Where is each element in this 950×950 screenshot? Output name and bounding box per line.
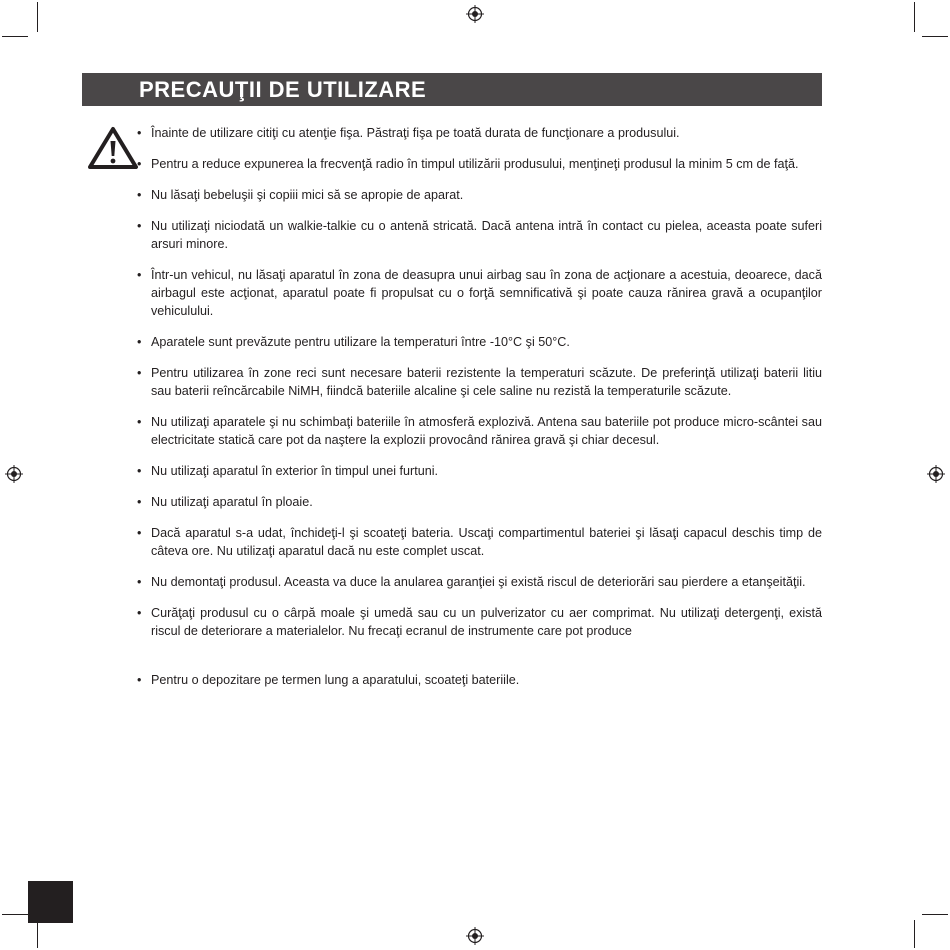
page-corner-block bbox=[28, 881, 73, 923]
crop-mark bbox=[37, 2, 38, 32]
bullet: • bbox=[137, 464, 142, 478]
registration-mark-icon bbox=[5, 465, 23, 483]
list-item bbox=[137, 671, 822, 689]
list-item bbox=[137, 493, 822, 511]
list-item bbox=[137, 573, 822, 591]
bullet: • bbox=[137, 268, 142, 282]
crop-mark bbox=[2, 36, 28, 37]
warning-triangle-icon bbox=[87, 126, 139, 170]
section-header-bar bbox=[82, 73, 822, 106]
bullet: • bbox=[137, 335, 142, 349]
list-item bbox=[137, 413, 822, 449]
list-item-text: Înainte de utilizare citiţi cu atenţie fişa. Păstraţi fişa pe toată durata de funcţionare a produsului. bbox=[151, 126, 680, 140]
list-item-text: Pentru utilizarea în zone reci sunt necesare baterii rezistente la temperaturi scăzute. De preferinţă utilizaţi baterii litiu sau baterii reîncărcabile NiMH, fiindcă bateriile alcaline şi cele saline nu rezistă la temperaturile scăzute. bbox=[151, 366, 822, 398]
list-item bbox=[137, 604, 822, 640]
page-title: PRECAUŢII DE UTILIZARE bbox=[139, 77, 427, 102]
bullet: • bbox=[137, 415, 142, 429]
list-item-text: Curăţaţi produsul cu o cârpă moale şi umedă sau cu un pulverizator cu aer comprimat. Nu utilizaţi detergenţi, există riscul de deteriorare a materialelor. Nu frecaţi ecranul de instrumente care pot produce bbox=[151, 606, 822, 638]
bullet: • bbox=[137, 495, 142, 509]
list-item bbox=[137, 266, 822, 320]
list-item bbox=[137, 524, 822, 560]
list-item-text: Nu utilizaţi aparatele şi nu schimbaţi bateriile în atmosferă explozivă. Antena sau bateriile pot produce micro-scântei sau electricitate statică care pot da naştere la explozii provocând rănirea gravă şi chiar decesul. bbox=[151, 415, 822, 447]
list-item bbox=[137, 186, 822, 204]
list-item bbox=[137, 124, 822, 142]
list-item-text: Dacă aparatul s-a udat, închideţi-l şi scoateţi bateria. Uscaţi compartimentul bateriei şi lăsaţi capacul deschis timp de câteva ore. Nu utilizaţi aparatul dacă nu este complet uscat. bbox=[151, 526, 822, 558]
list-item bbox=[137, 462, 822, 480]
registration-mark-icon bbox=[466, 5, 484, 23]
list-item bbox=[137, 217, 822, 253]
crop-mark bbox=[922, 36, 948, 37]
list-item-text: Pentru a reduce expunerea la frecvenţă radio în timpul utilizării produsului, menţineţi produsul la minim 5 cm de faţă. bbox=[151, 157, 799, 171]
list-item-text: Pentru o depozitare pe termen lung a aparatului, scoateţi bateriile. bbox=[151, 673, 520, 687]
crop-mark bbox=[914, 2, 915, 32]
crop-mark bbox=[914, 920, 915, 948]
list-item-text: Nu lăsaţi bebeluşii şi copiii mici să se apropie de aparat. bbox=[151, 188, 464, 202]
crop-mark bbox=[2, 914, 28, 915]
list-item-text: Nu demontaţi produsul. Aceasta va duce la anularea garanţiei şi există riscul de deteriorări sau pierdere a etanşeităţii. bbox=[151, 575, 806, 589]
list-item-text: Aparatele sunt prevăzute pentru utilizare la temperaturi între -10°C şi 50°C. bbox=[151, 335, 570, 349]
bullet: • bbox=[137, 526, 142, 540]
bullet: • bbox=[137, 606, 142, 620]
crop-mark bbox=[37, 920, 38, 948]
list-item-text: Nu utilizaţi aparatul în ploaie. bbox=[151, 495, 313, 509]
list-item bbox=[137, 155, 822, 173]
list-item-text: Nu utilizaţi niciodată un walkie-talkie cu o antenă stricată. Dacă antena intră în contact cu pielea, aceasta poate suferi arsuri minore. bbox=[151, 219, 822, 251]
registration-mark-icon bbox=[927, 465, 945, 483]
crop-mark bbox=[922, 914, 948, 915]
bullet: • bbox=[137, 673, 142, 687]
bullet: • bbox=[137, 366, 142, 380]
bullet: • bbox=[137, 219, 142, 233]
list-item bbox=[137, 364, 822, 400]
bullet: • bbox=[137, 157, 142, 171]
registration-mark-icon bbox=[466, 927, 484, 945]
precautions-list bbox=[137, 124, 822, 689]
list-item bbox=[137, 333, 822, 351]
bullet: • bbox=[137, 188, 142, 202]
bullet: • bbox=[137, 575, 142, 589]
list-item-text: Într-un vehicul, nu lăsaţi aparatul în zona de deasupra unui airbag sau în zona de acţionare a acestuia, deoarece, dacă airbagul este acţionat, aparatul poate fi propulsat cu o forţă semnificativă şi poate cauza rănirea gravă a ocupanţilor vehiculului. bbox=[151, 268, 822, 318]
bullet: • bbox=[137, 126, 142, 140]
list-item-text: Nu utilizaţi aparatul în exterior în timpul unei furtuni. bbox=[151, 464, 438, 478]
